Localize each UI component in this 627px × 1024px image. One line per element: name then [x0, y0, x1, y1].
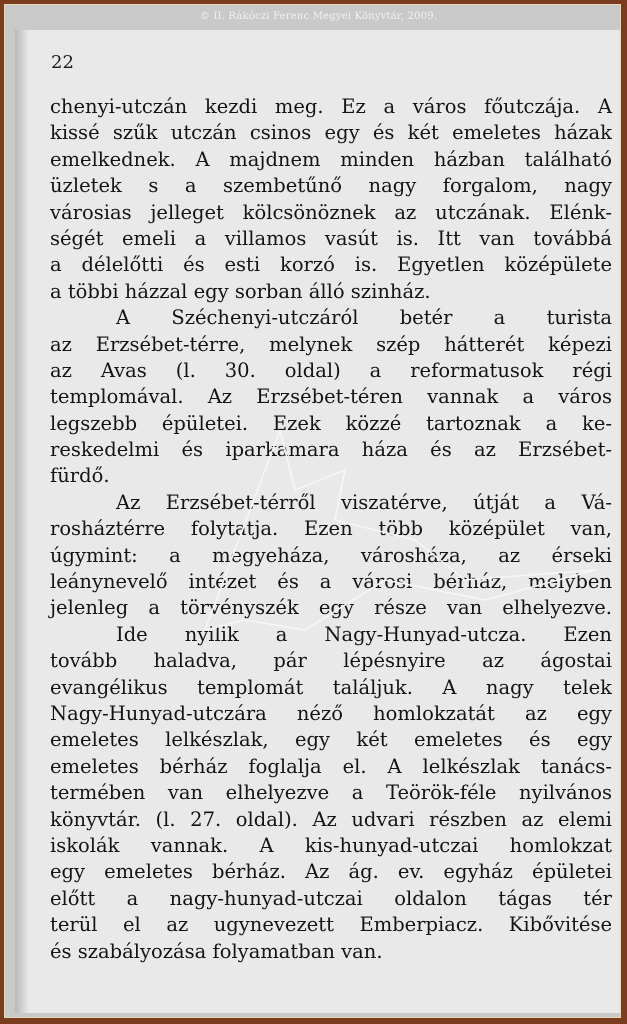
- text-line: chenyi-utczán kezdi meg. Ez a város főutczája. A: [50, 95, 612, 118]
- text-line: Nagy-Hunyad-utczára néző homlokzatát az egy: [50, 701, 612, 725]
- text-line: könyvtár. (l. 27. oldal). Az udvari részben az elemi: [50, 807, 612, 831]
- text-line: egy emeletes bérház. Az ág. ev. egyház épületei: [50, 860, 612, 884]
- text-line: úgymint: a megyeháza, városháza, az érseki: [50, 543, 612, 567]
- page-number: 22: [51, 52, 74, 73]
- text-line: Az Erzsébet-térről viszatérve, útját a Vá-: [116, 490, 612, 514]
- text-line: a délelőtti és esti korzó is. Egyetlen középülete: [50, 253, 612, 277]
- text-line: a többi házzal egy sorban álló szinház.: [50, 279, 431, 303]
- text-line: tovább haladva, pár lépésnyire az ágostai: [50, 649, 612, 673]
- text-line: kissé szűk utczán csinos egy és két emeletes házak: [50, 121, 612, 145]
- scan-frame: [4, 4, 621, 1018]
- text-line: ségét emeli a villamos vasút is. Itt van továbbá: [50, 226, 612, 250]
- text-line: az Avas (l. 30. oldal) a reformatusok régi: [50, 358, 612, 382]
- text-line: evangélikus templomát találjuk. A nagy telek: [50, 675, 612, 699]
- text-line: termében van elhelyezve a Teörök-féle nyilvános: [50, 781, 612, 805]
- text-line: az Erzsébet-térre, melynek szép hátterét képezi: [50, 332, 612, 356]
- copyright-watermark: © II. Rákóczi Ferenc Megyei Könyvtár, 2009.: [199, 11, 438, 22]
- book-page: [15, 30, 620, 1013]
- text-line: reskedelmi és iparkamara háza és az Erzsébet-: [50, 438, 612, 462]
- text-line: emelkednek. A majdnem minden házban található: [50, 147, 612, 171]
- text-line: üzletek s a szembetűnő nagy forgalom, nagy: [50, 174, 612, 198]
- text-line: és szabályozása folyamatban van.: [50, 939, 383, 963]
- text-line: jelenleg a törvényszék egy része van elhelyezve.: [50, 596, 612, 620]
- text-line: templomával. Az Erzsébet-téren vannak a város: [50, 385, 612, 409]
- pencil-scribble-mark: [185, 430, 605, 670]
- text-line: leánynevelő intézet és a városi bérház, melyben: [50, 570, 612, 594]
- text-line: előtt a nagy-hunyad-utczai oldalon tágas tér: [50, 886, 612, 910]
- text-line: fürdő.: [50, 464, 110, 488]
- text-line: iskolák vannak. A kis-hunyad-utczai homlokzat: [50, 833, 612, 857]
- text-line: emeletes bérház foglalja el. A lelkészlak tanács-: [50, 754, 612, 778]
- page-gutter-shadow: [15, 30, 29, 1013]
- text-line: legszebb épületei. Ezek közzé tartoznak a ke-: [50, 411, 612, 435]
- text-line: városias jelleget kölcsönöznek az utczának. Elénk-: [50, 200, 612, 224]
- text-line: emeletes lelkészlak, egy két emeletes és egy: [50, 728, 612, 752]
- text-line: A Széchenyi-utczáról betér a turista: [116, 306, 612, 330]
- text-line: terül el az ugynevezett Emberpiacz. Kibővitése: [50, 913, 612, 937]
- text-line: rosháztérre folytatja. Ezen több középület van,: [50, 517, 612, 541]
- text-line: Ide nyilik a Nagy-Hunyad-utcza. Ezen: [116, 622, 612, 646]
